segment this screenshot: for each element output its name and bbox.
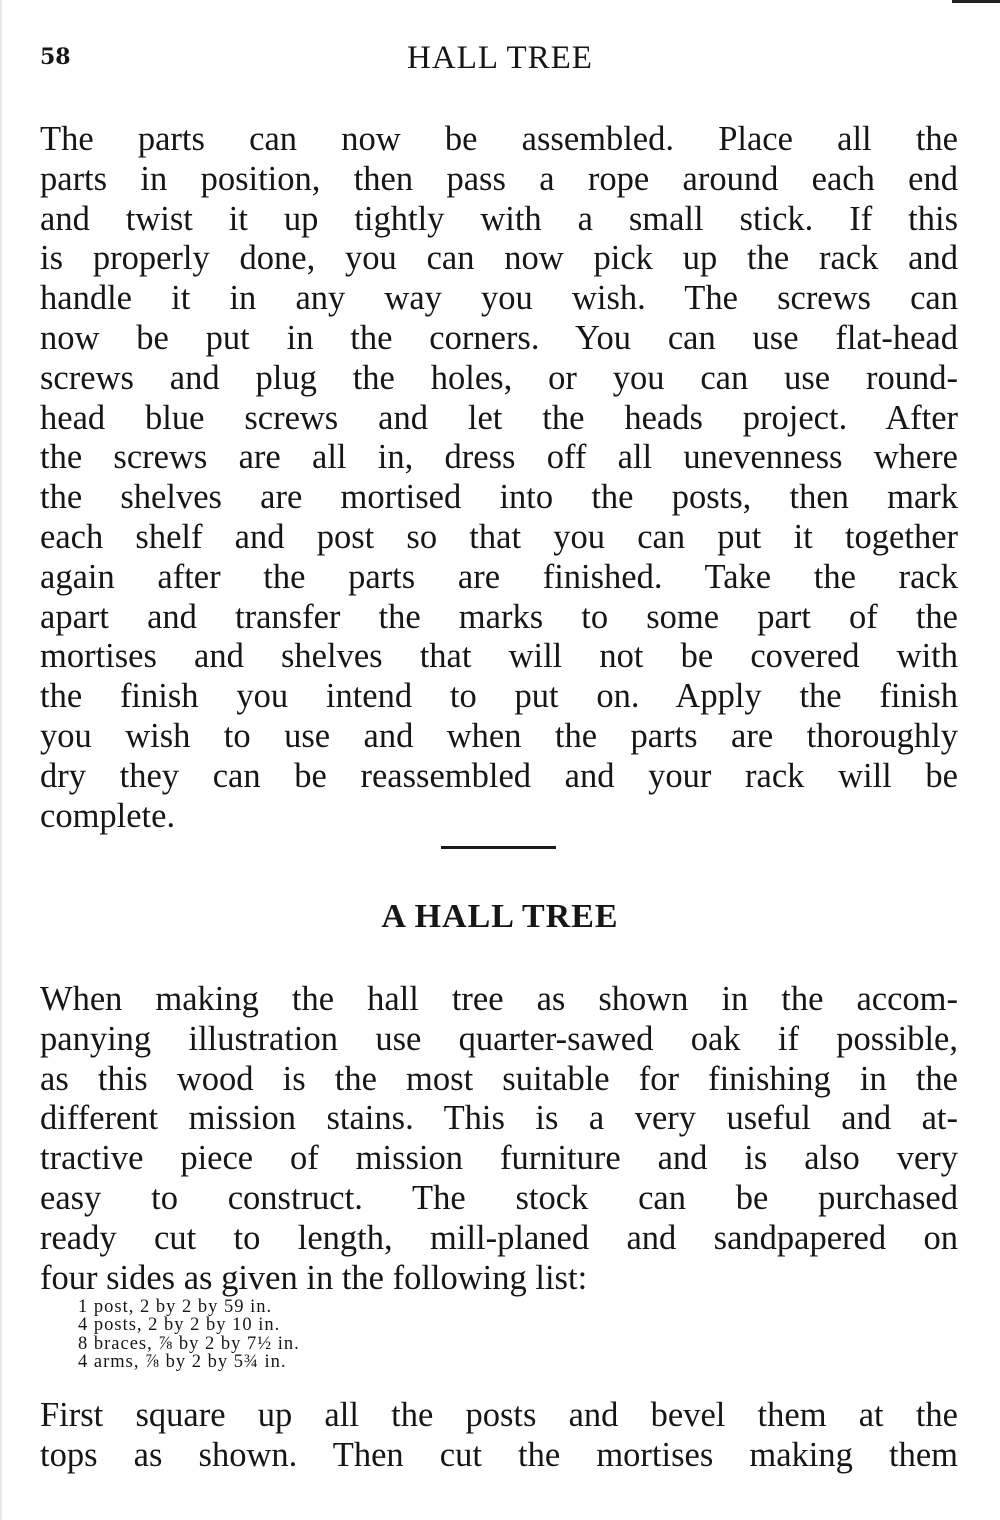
text-line: screws and plug the holes, or you can use round- — [40, 358, 958, 397]
text-line: the screws are all in, dress off all unevenness where — [40, 438, 958, 477]
text-line: tractive piece of mission furniture and is also very — [40, 1139, 958, 1178]
list-item: 4 arms, ⅞ by 2 by 5¾ in. — [78, 1351, 287, 1372]
text-line: complete. — [40, 796, 176, 835]
text-line: again after the parts are finished. Take the rack — [40, 557, 958, 596]
text-line: When making the hall tree as shown in the accom- — [40, 980, 958, 1018]
text-line: each shelf and post so that you can put it together — [40, 517, 958, 556]
text-line: parts in position, then pass a rope around each end — [40, 159, 958, 198]
text-line: head blue screws and let the heads project. After — [40, 398, 958, 437]
text-line: as this wood is the most suitable for finishing in the — [40, 1059, 958, 1098]
page-number: 58 — [40, 44, 71, 70]
section-heading: A HALL TREE — [381, 898, 619, 935]
page-edge-mark — [952, 0, 1000, 3]
section-divider — [441, 846, 556, 849]
paragraph-assembly — [40, 120, 958, 836]
running-title: HALL TREE — [407, 40, 593, 76]
text-line: easy to construct. The stock can be purchased — [40, 1178, 958, 1217]
list-item: 8 braces, ⅞ by 2 by 7½ in. — [78, 1333, 300, 1354]
text-line: the shelves are mortised into the posts, then mark — [40, 478, 958, 517]
list-item: 4 posts, 2 by 2 by 10 in. — [78, 1315, 281, 1336]
text-line: apart and transfer the marks to some part of the — [40, 597, 958, 636]
text-line: handle it in any way you wish. The screws can — [40, 279, 958, 318]
paragraph-instructions — [40, 1396, 958, 1476]
text-line: panying illustration use quarter-sawed oak if possible, — [40, 1019, 958, 1058]
text-line: you wish to use and when the parts are thoroughly — [40, 716, 958, 755]
text-line: is properly done, you can now pick up the rack and — [40, 239, 958, 278]
text-line: First square up all the posts and bevel them at the — [40, 1396, 958, 1434]
text-line: different mission stains. This is a very useful and at- — [40, 1099, 958, 1138]
text-line: four sides as given in the following list: — [40, 1258, 588, 1297]
stock-list — [78, 1298, 578, 1371]
page-left-edge — [0, 0, 2, 1520]
text-line: now be put in the corners. You can use flat-head — [40, 318, 958, 357]
list-item: 1 post, 2 by 2 by 59 in. — [78, 1297, 273, 1317]
paragraph-hall-tree-intro — [40, 980, 958, 1298]
text-line: tops as shown. Then cut the mortises making them — [40, 1435, 958, 1474]
text-line: the finish you intend to put on. Apply the finish — [40, 677, 958, 716]
text-line: The parts can now be assembled. Place all the — [40, 120, 958, 158]
text-line: and twist it up tightly with a small stick. If this — [40, 199, 958, 238]
running-head — [40, 38, 960, 82]
text-line: mortises and shelves that will not be covered with — [40, 637, 958, 676]
text-line: dry they can be reassembled and your rack will be — [40, 756, 958, 795]
text-line: ready cut to length, mill-planed and sandpapered on — [40, 1218, 958, 1257]
